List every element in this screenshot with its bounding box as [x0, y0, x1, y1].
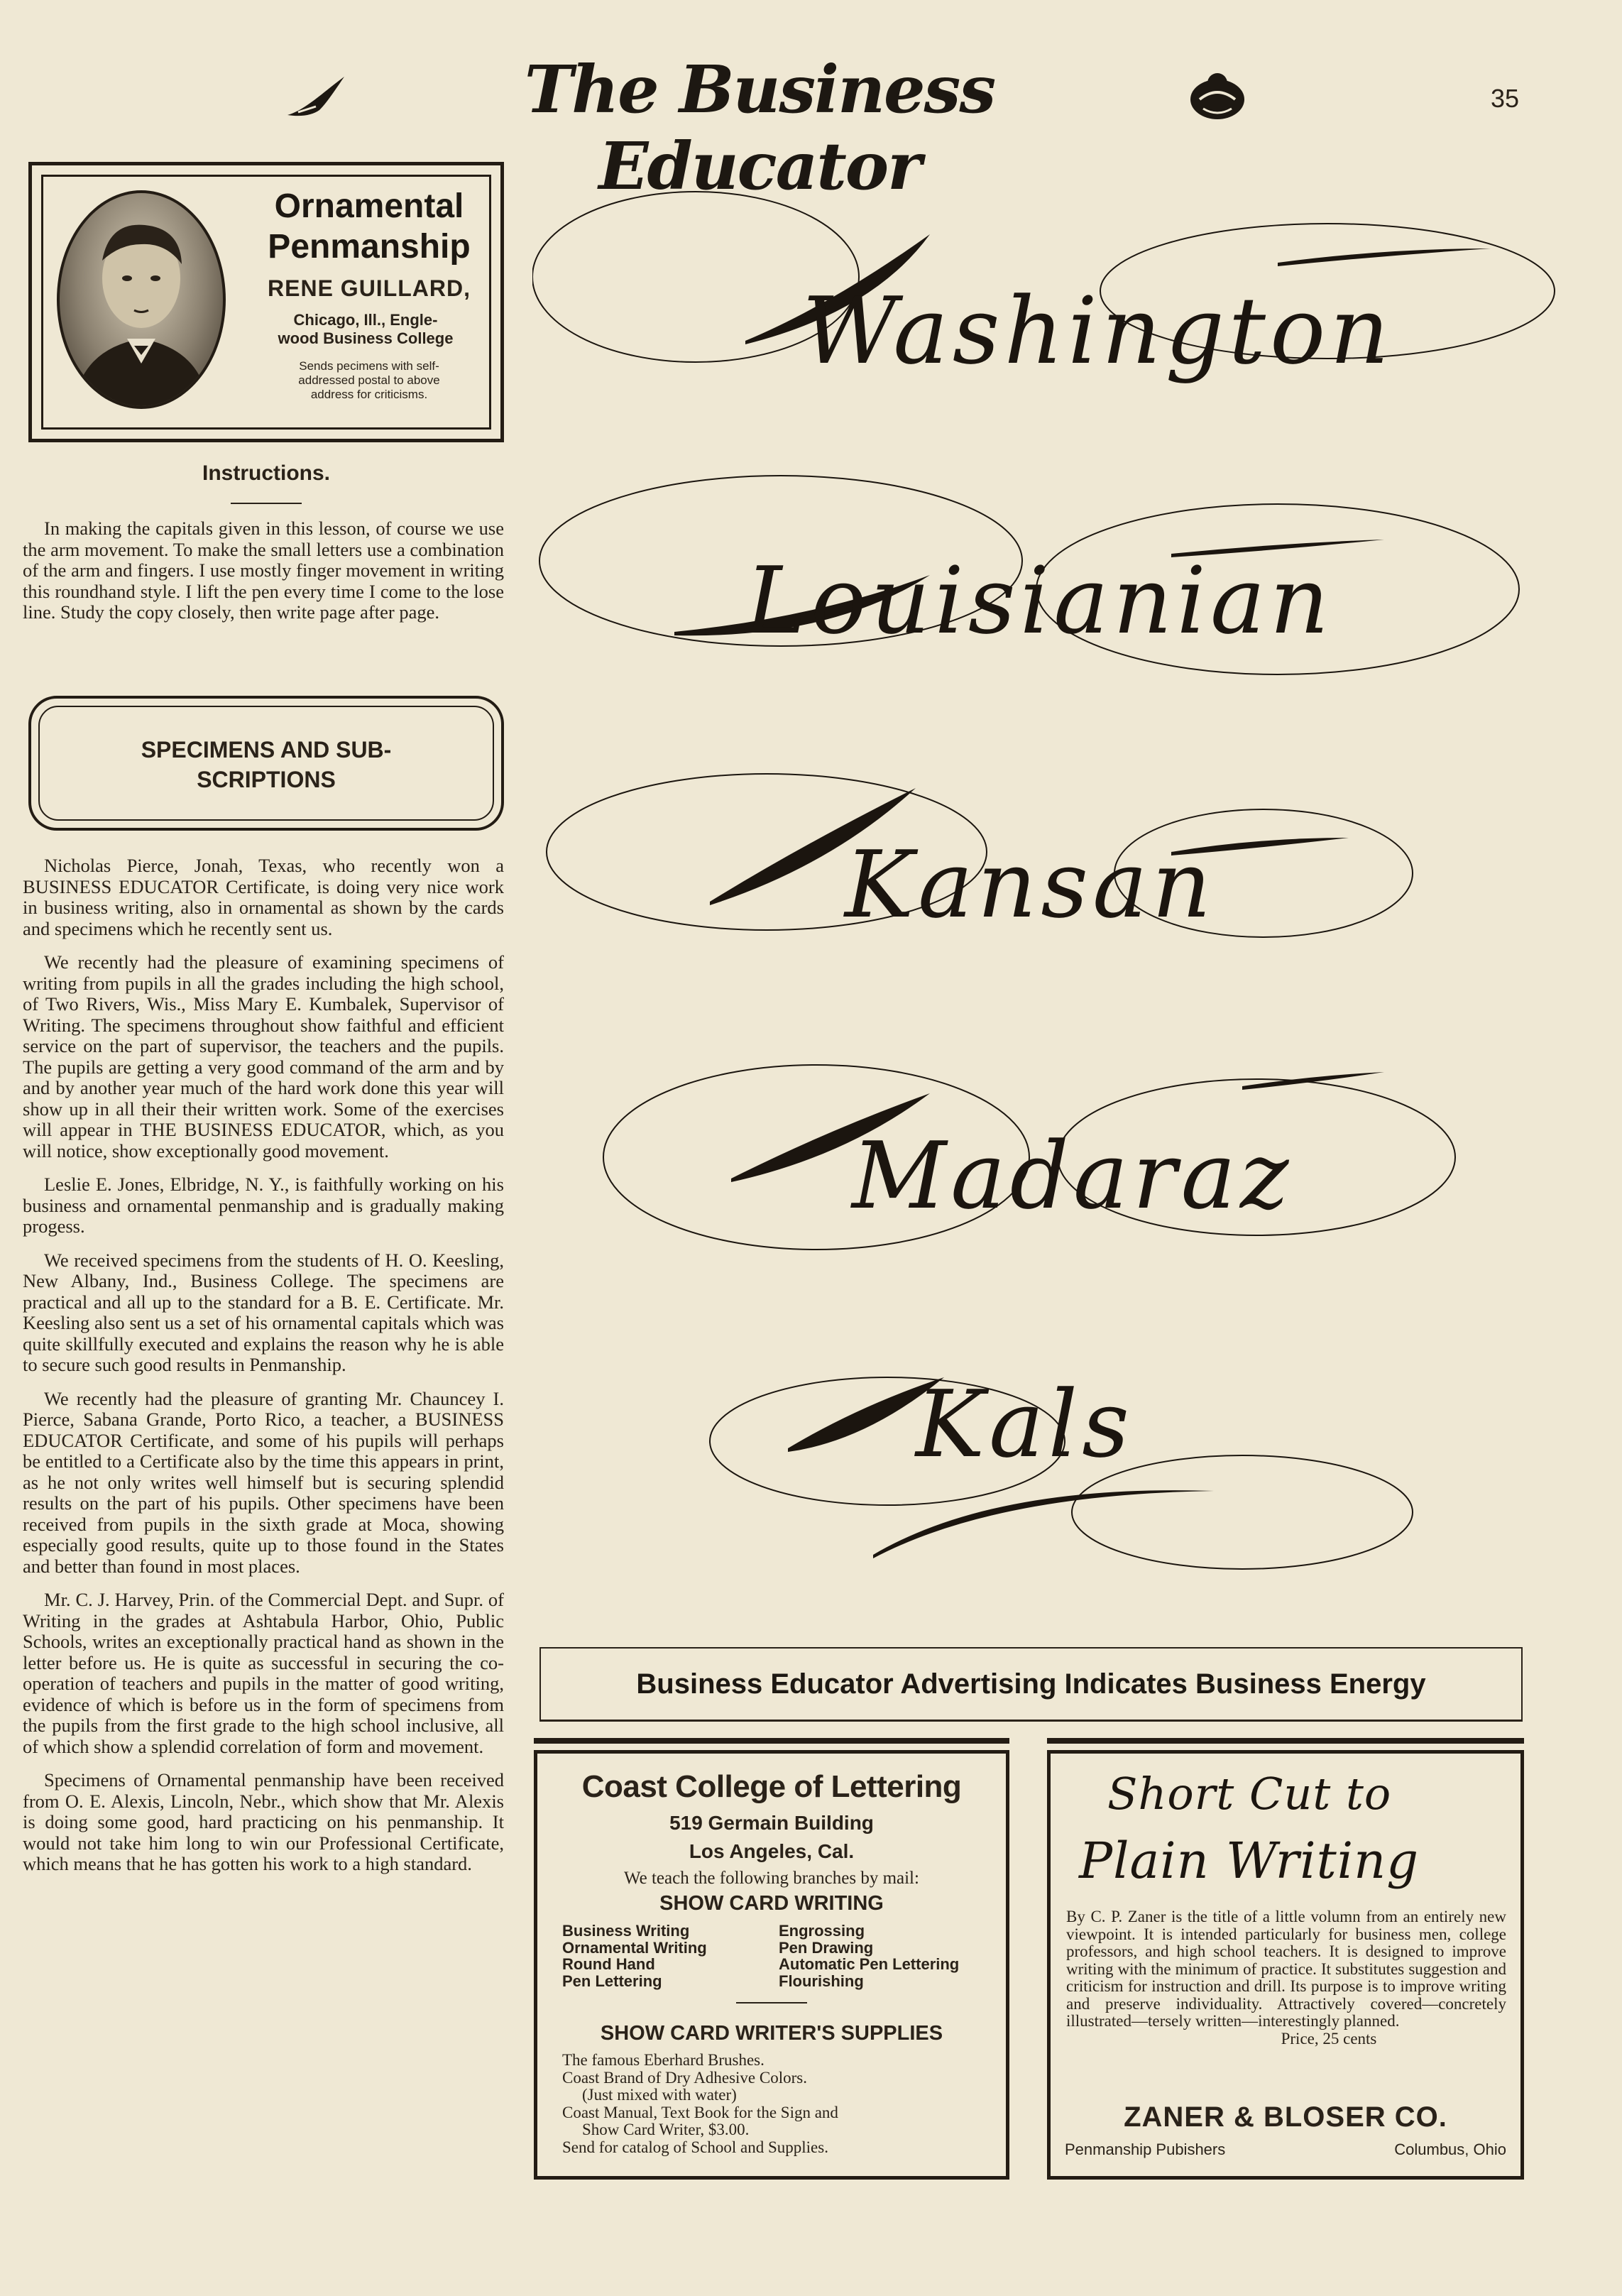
script-word: Kals: [916, 1370, 1134, 1478]
script-word: Madaraz: [852, 1122, 1293, 1230]
divider: [736, 2002, 807, 2003]
coast-college-ad: [534, 1750, 1009, 2180]
zaner-description-text: By C. P. Zaner is the title of a little volumn from an entirely new viewpoint. It is intended particularly for business men, college professors, and high school teachers. It is designed to improve writing with the minimum of practice. It substitutes suggestion and criticism for instruction and drill. Its purpose is to improve writing and preserve individuality. Attractively covered—concretely illustrated—tersely written—interestingly planned.: [1066, 1908, 1506, 2030]
divider: [231, 503, 302, 504]
author-portrait: [57, 190, 226, 409]
specimens-column: [23, 855, 504, 1888]
coast-supplies-list: [562, 2052, 992, 2156]
zaner-script-line2: Plain Writing: [1079, 1832, 1420, 1890]
branch-item: Pen Drawing: [779, 1938, 874, 1957]
ornamental-title-line1: Ornamental: [274, 187, 464, 225]
location-line2: wood Business College: [278, 329, 454, 347]
zaner-description: [1066, 1908, 1506, 2048]
specimen-paragraph: Mr. C. J. Harvey, Prin. of the Commercial Dept. and Supr. of Writing in the grades at Ashtabula Harbor, Ohio, Public Schools, writes an exceptionally practical hand as shown in the letter before us. He is quite as successful in securing the co-operation of teachers and pupils in the matter of good writing, evidence of which is before us in the form of specimens from the pupils from the first grade to the high school inclusive, all of which show a splendid correlation of form and movement.: [23, 1589, 504, 1757]
zaner-foot-left: Penmanship Pubishers: [1065, 2141, 1226, 2158]
specimen-paragraph: We received specimens from the students of H. O. Keesling, New Albany, Ind., Business College. The specimens are practical and all up to the standard for a B. E. Certificate. Mr. Keesling also sent us a set of his ornamental capitals which was quite skillfully executed and explains the reason why he is able to secure such good results in Penmanship.: [23, 1249, 504, 1375]
ornamental-penmanship-box: [28, 162, 504, 442]
ornamental-title-line2: Penmanship: [268, 228, 471, 266]
coast-supplies-heading: SHOW CARD WRITER'S SUPPLIES: [600, 2022, 943, 2045]
specimen-paragraph: Leslie E. Jones, Elbridge, N. Y., is faithfully working on his business and ornamental penmanship and is gradually making progess.: [23, 1174, 504, 1237]
specimens-heading-line1: SPECIMENS AND SUB-: [141, 737, 392, 762]
supply-item: Coast Brand of Dry Adhesive Colors.: [562, 2068, 807, 2087]
specimen-paragraph: Specimens of Ornamental penmanship have been received from O. E. Alexis, Lincoln, Nebr., which show that Mr. Alexis is doing some good, hard practicing on his penmanship. It would not take him long to win our Professional Certificate, which means that he has gotten his work to a high standard.: [23, 1769, 504, 1874]
script-word: Washington: [802, 277, 1394, 385]
coast-address-line1: 519 Germain Building: [669, 1812, 874, 1834]
branch-item: Flourishing: [779, 1972, 864, 1990]
script-word: Kansan: [845, 831, 1216, 939]
author-name: RENE GUILLARD,: [268, 275, 471, 301]
zaner-bloser-ad: [1047, 1750, 1524, 2180]
script-specimens: [532, 177, 1562, 1640]
advertising-banner: [539, 1647, 1523, 1722]
zaner-company: ZANER & BLOSER CO.: [1124, 2101, 1447, 2133]
branch-item: Ornamental Writing: [562, 1938, 707, 1957]
note-line1: Sends pecimens with self-: [299, 359, 439, 373]
coast-teach-line: We teach the following branches by mail:: [624, 1869, 919, 1888]
coast-show-card-heading: SHOW CARD WRITING: [659, 1892, 884, 1915]
branch-item: Round Hand: [562, 1955, 655, 1973]
author-note: [241, 359, 497, 402]
emblem-icon: [1185, 67, 1249, 124]
supply-item: The famous Eberhard Brushes.: [562, 2051, 765, 2069]
location-line1: Chicago, Ill., Engle-: [293, 311, 438, 329]
supply-item: Show Card Writer, $3.00.: [582, 2121, 750, 2138]
instructions-text: In making the capitals given in this lesson, of course we use the arm movement. To make the small letters use a combination of the arm and fingers. I use mostly finger movement in writing this roundhand style. I lift the pen every time I come to the lose line. Study the copy closely, then write page after page.: [23, 518, 504, 623]
zaner-script-line1: Short Cut to: [1107, 1768, 1392, 1820]
note-line3: address for criticisms.: [310, 388, 428, 401]
supply-item: Send for catalog of School and Supplies.: [562, 2138, 828, 2156]
author-location: [234, 311, 497, 348]
specimen-paragraph: We recently had the pleasure of granting Mr. Chauncey I. Pierce, Sabana Grande, Porto Rico, a teacher, a BUSINESS EDUCATOR Certificate, and some of his pupils will perhaps be entitled to a Certificate also by the time this appears in print, as he not only writes well himself but is securing splendid results on the part of his pupils. Other specimens have been received from pupils in the sixth grade at Moca, showing especially good results, quite up to those found in the States and better than found in most places.: [23, 1387, 504, 1577]
instructions-heading: Instructions.: [202, 461, 330, 485]
zaner-price: Price, 25 cents: [1281, 2029, 1377, 2048]
page-number: 35: [1491, 84, 1520, 113]
specimens-heading-line2: SCRIPTIONS: [197, 767, 336, 792]
supply-item: Coast Manual, Text Book for the Sign and: [562, 2103, 838, 2121]
coast-title: Coast College of Lettering: [581, 1769, 962, 1804]
branch-item: Pen Lettering: [562, 1972, 662, 1990]
coast-branches-right: [779, 1923, 959, 1989]
specimen-paragraph: We recently had the pleasure of examining specimens of writing from pupils in all the grades including the high school, of Two Rivers, Wis., Miss Mary E. Kumbalek, Supervisor of Writing. The specimens throughout show faithful and efficient service on the part of supervisor, the teachers and the pupils. The pupils are getting a very good command of the arm and by and by another year much of the hard work done this year will show up in all their their written work. Some of the exercises will appear in THE BUSINESS EDUCATOR, which, as you will notice, show exceptionally good movement.: [23, 951, 504, 1161]
branch-item: Automatic Pen Lettering: [779, 1955, 960, 1973]
masthead-title: The Business Educator: [524, 51, 995, 204]
note-line2: addressed postal to above: [298, 373, 440, 387]
zaner-foot-right: Columbus, Ohio: [1394, 2141, 1506, 2158]
coast-branches-left: [562, 1923, 707, 1989]
script-word: Louisianian: [745, 547, 1334, 655]
supply-item: (Just mixed with water): [582, 2086, 737, 2104]
branch-item: Engrossing: [779, 1922, 865, 1940]
branch-item: Business Writing: [562, 1922, 690, 1940]
quill-icon: [284, 71, 348, 121]
banner-text: Business Educator Advertising Indicates Business Energy: [636, 1668, 1426, 1700]
specimens-heading: [43, 735, 490, 794]
specimen-paragraph: Nicholas Pierce, Jonah, Texas, who recently won a BUSINESS EDUCATOR Certificate, is doing very nice work in business writing, also in ornamental as shown by the cards and specimens which he recently sent us.: [23, 855, 504, 939]
coast-address-line2: Los Angeles, Cal.: [689, 1840, 855, 1862]
